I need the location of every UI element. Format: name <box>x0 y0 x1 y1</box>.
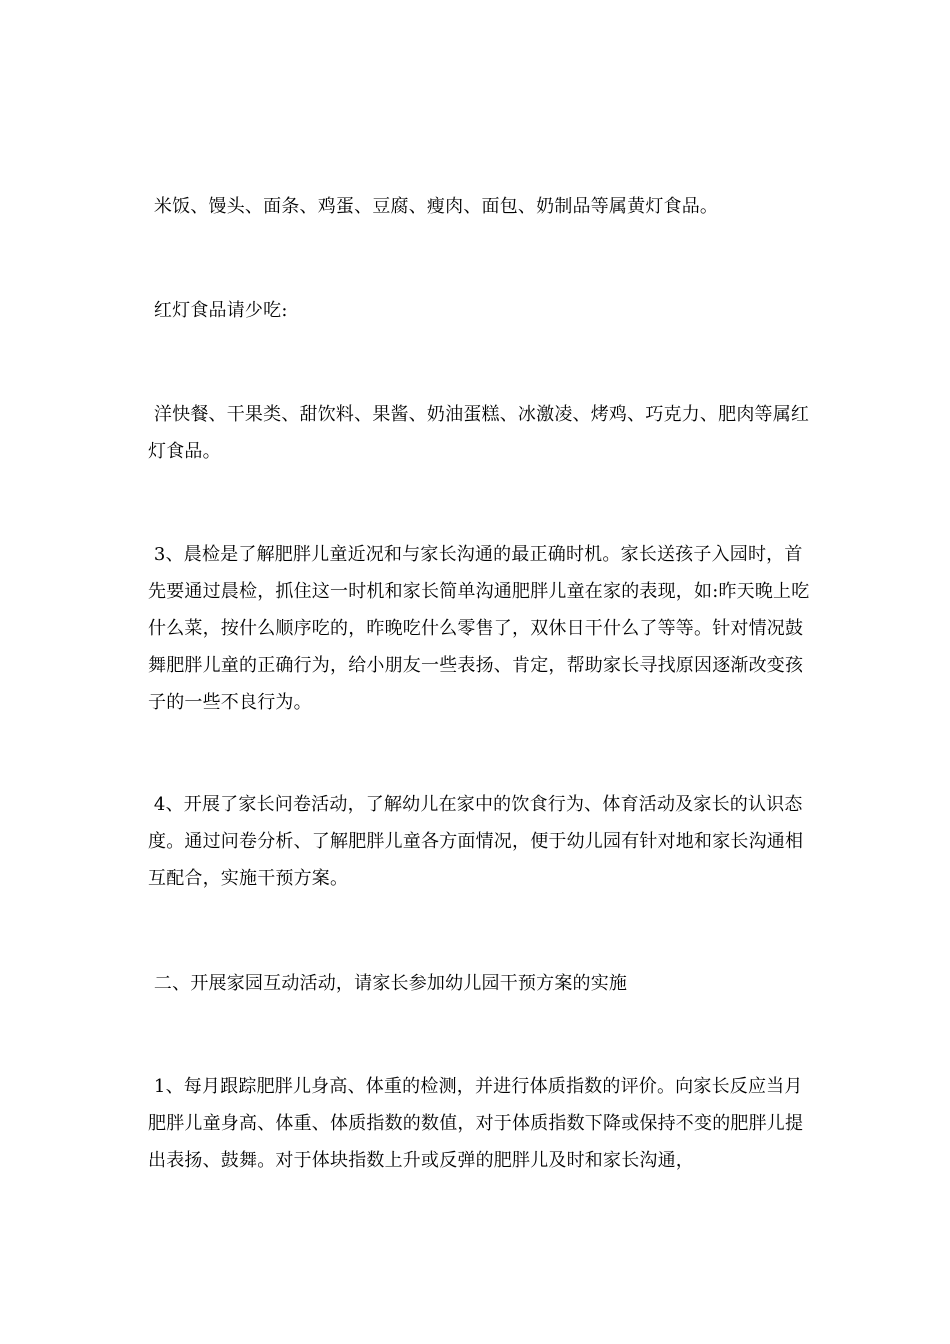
paragraph-red-light-foods: 洋快餐、干果类、甜饮料、果酱、奶油蛋糕、冰激凌、烤鸡、巧克力、肥肉等属红灯食品。 <box>148 404 810 462</box>
paragraph-red-light-heading: 红灯食品请少吃: <box>148 300 288 321</box>
paragraph-monthly-tracking: 1、每月跟踪肥胖儿身高、体重的检测，并进行体质指数的评价。向家长反应当月肥胖儿童身高、体重、体质指数的数值，对于体质指数下降或保持不变的肥胖儿提出表扬、鼓舞。对于体块指数上升或反弹的肥胖儿及时和家长沟通， <box>148 1076 804 1171</box>
paragraph-parent-survey: 4、开展了家长问卷活动，了解幼儿在家中的饮食行为、体育活动及家长的认识态度。通过问卷分析、了解肥胖儿童各方面情况，便于幼儿园有针对地和家长沟通相互配合，实施干预方案。 <box>148 794 804 889</box>
section-heading-home-school: 二、开展家园互动活动，请家长参加幼儿园干预方案的实施 <box>148 973 628 994</box>
paragraph-morning-check: 3、晨检是了解肥胖儿童近况和与家长沟通的最正确时机。家长送孩子入园时，首先要通过晨检，抓住这一时机和家长简单沟通肥胖儿童在家的表现，如:昨天晚上吃什么菜，按什么顺序吃的，昨晚吃什么零售了，双休日干什么了等等。针对情况鼓舞肥胖儿童的正确行为，给小朋友一些表扬、肯定，帮助家长寻找原因逐渐改变孩子的一些不良行为。 <box>148 544 810 713</box>
paragraph-yellow-light-foods: 米饭、馒头、面条、鸡蛋、豆腐、瘦肉、面包、奶制品等属黄灯食品。 <box>148 196 719 217</box>
